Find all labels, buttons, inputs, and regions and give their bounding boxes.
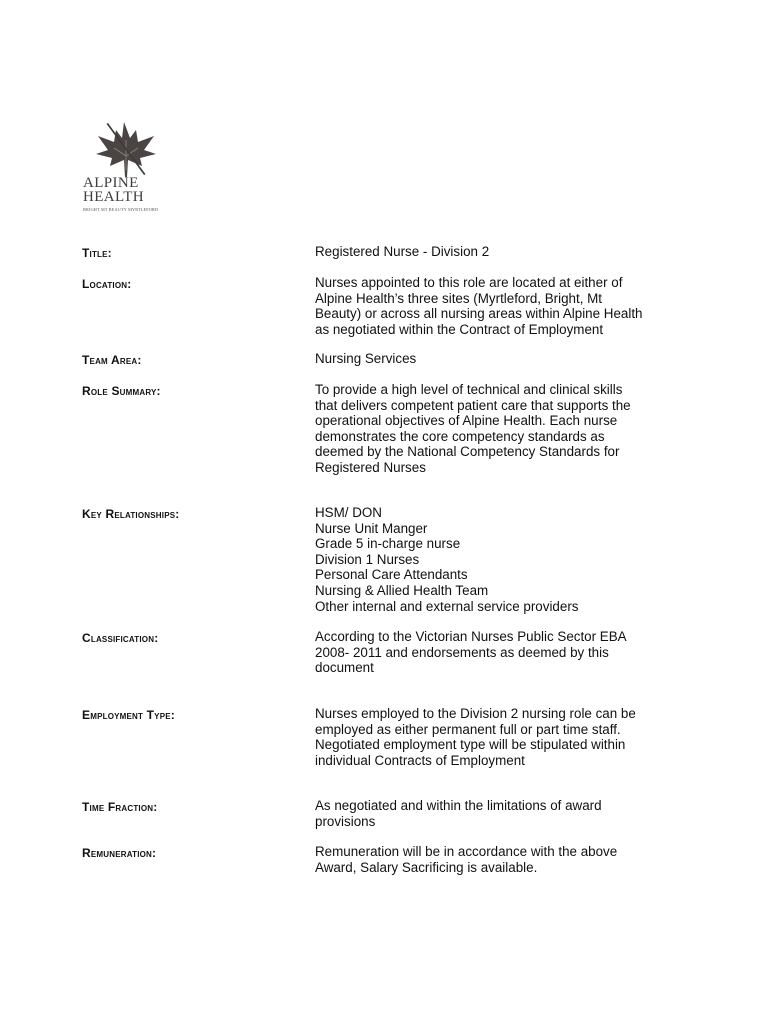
- value-line: operational objectives of Alpine Health. Each nurse: [315, 413, 618, 429]
- value-line: as negotiated within the Contract of Employment: [315, 321, 604, 337]
- value-line: HSM/ DON: [315, 505, 382, 520]
- field-value: [315, 244, 675, 260]
- field-label: Key Relationships:: [82, 507, 180, 521]
- field-value: [315, 505, 675, 614]
- field-label: Title:: [82, 246, 112, 260]
- logo-slash-mark: [94, 120, 158, 178]
- alpine-health-logo: [80, 120, 180, 220]
- logo-word-1: ALPINE: [83, 175, 139, 191]
- field-label: Employment Type:: [82, 708, 175, 722]
- value-line: Nurses appointed to this role are located at either of: [315, 275, 623, 290]
- field-label: Team Area:: [82, 353, 142, 367]
- value-line: Other internal and external service providers: [315, 598, 579, 614]
- field-label: Role Summary:: [82, 384, 161, 398]
- value-line: According to the Victorian Nurses Public Sector EBA: [315, 629, 627, 644]
- field-value: [315, 798, 675, 829]
- value-line: Award, Salary Sacrificing is available.: [315, 859, 538, 875]
- value-line: Personal Care Attendants: [315, 567, 468, 583]
- logo-tagline: BRIGHT MT BEAUTY MYRTLEFORD: [83, 207, 159, 212]
- value-line: provisions: [315, 813, 376, 829]
- value-line: that delivers competent patient care that supports the: [315, 397, 631, 413]
- value-line: Registered Nurse - Division 2: [315, 244, 490, 259]
- logo-word-2: HEALTH: [83, 189, 145, 205]
- field-label: Remuneration:: [82, 846, 157, 860]
- value-line: 2008- 2011 and endorsements as deemed by this: [315, 644, 609, 660]
- field-label: Time Fraction:: [82, 800, 158, 814]
- value-line: Remuneration will be in accordance with the above: [315, 844, 618, 859]
- value-line: deemed by the National Competency Standards for: [315, 444, 620, 460]
- field-label: Classification:: [82, 631, 159, 645]
- field-value: [315, 351, 675, 367]
- field-value: [315, 844, 675, 875]
- field-value: [315, 275, 675, 337]
- field-value: [315, 382, 675, 476]
- value-line: To provide a high level of technical and clinical skills: [315, 382, 623, 397]
- field-value: [315, 706, 675, 768]
- value-line: Registered Nurses: [315, 459, 426, 475]
- value-line: Nurses employed to the Division 2 nursing role can be: [315, 706, 636, 721]
- value-line: Beauty) or across all nursing areas within Alpine Health: [315, 306, 643, 322]
- value-line: Negotiated employment type will be stipulated within: [315, 737, 626, 753]
- value-line: document: [315, 660, 374, 676]
- value-line: Nursing & Allied Health Team: [315, 582, 489, 598]
- value-line: employed as either permanent full or part time staff.: [315, 721, 621, 737]
- logo-wordmark: [83, 176, 144, 204]
- value-line: Grade 5 in-charge nurse: [315, 536, 461, 552]
- value-line: Alpine Health’s three sites (Myrtleford, Bright, Mt: [315, 290, 603, 306]
- field-value: [315, 629, 675, 676]
- value-line: demonstrates the core competency standards as: [315, 428, 605, 444]
- value-line: Nurse Unit Manger: [315, 520, 428, 536]
- field-label: Location:: [82, 277, 132, 291]
- value-line: Division 1 Nurses: [315, 551, 420, 567]
- value-line: individual Contracts of Employment: [315, 752, 525, 768]
- value-line: As negotiated and within the limitations of award: [315, 798, 602, 813]
- value-line: Nursing Services: [315, 351, 417, 366]
